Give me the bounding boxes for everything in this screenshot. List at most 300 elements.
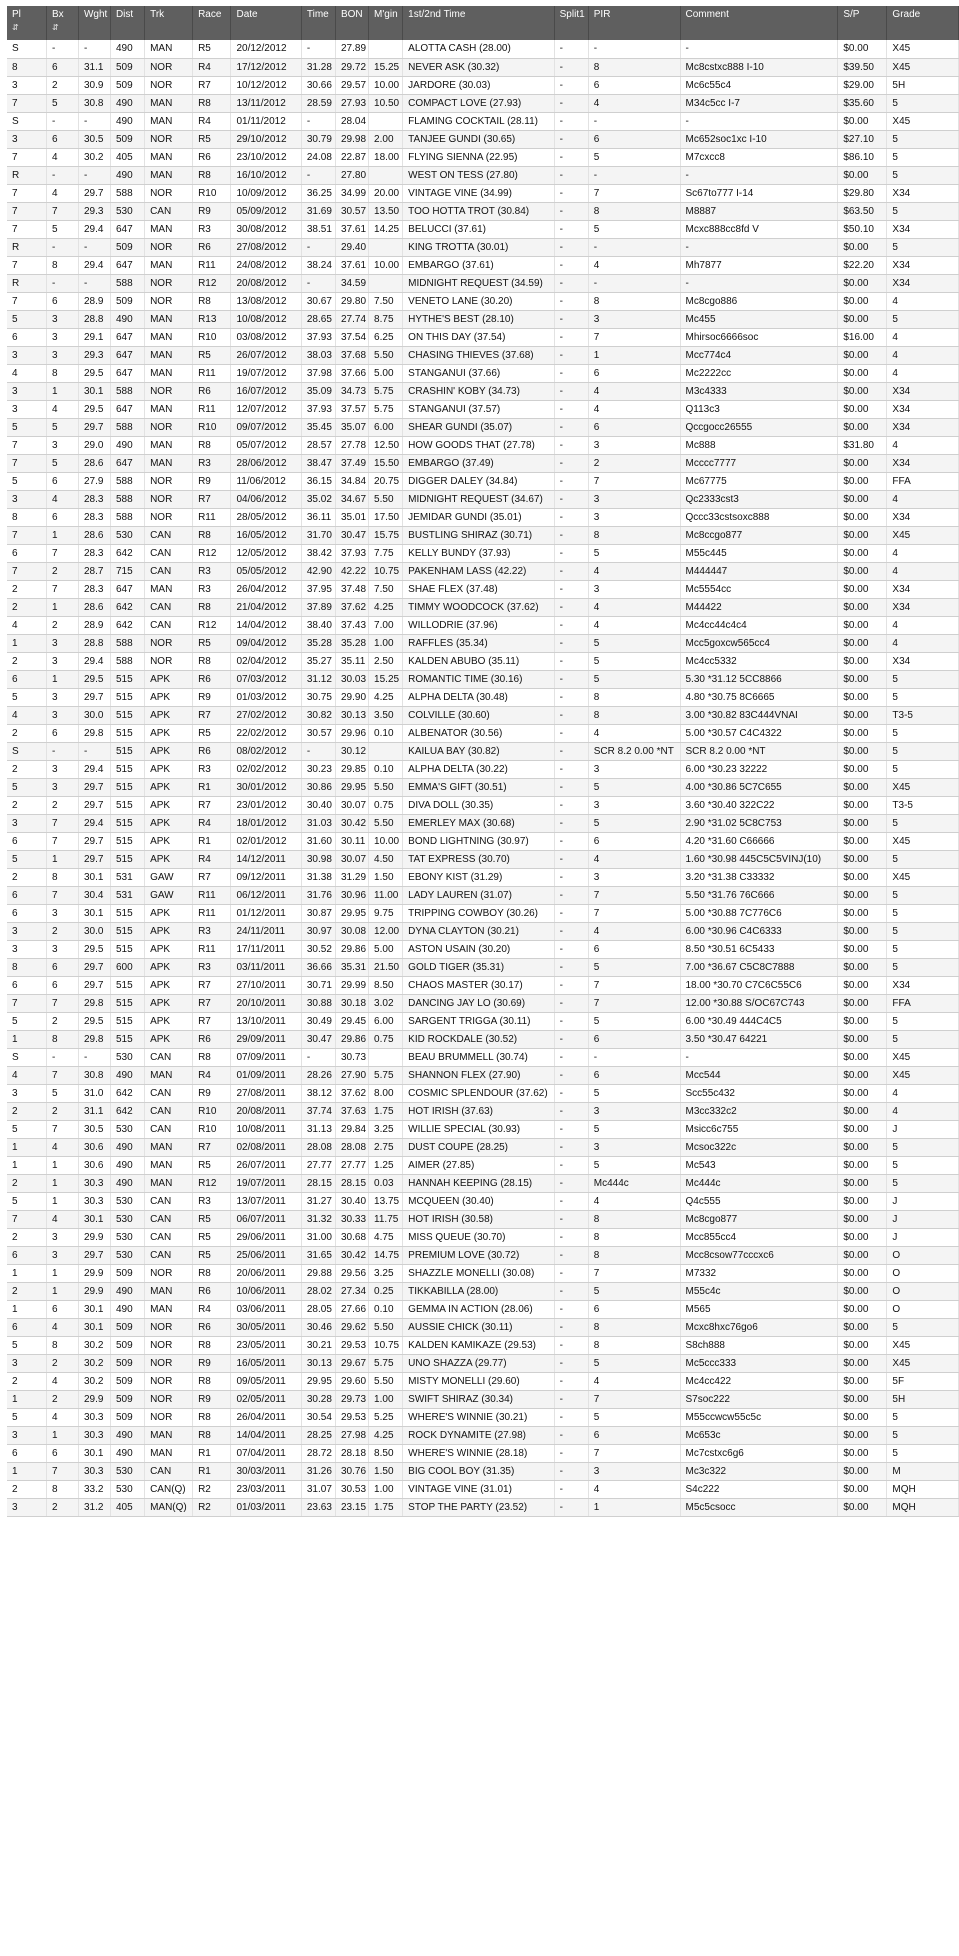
column-header-comment[interactable]	[680, 6, 838, 40]
cell-split1: -	[554, 1372, 588, 1390]
cell-mgin	[369, 40, 403, 58]
cell-dist: 647	[110, 220, 144, 238]
sort-arrows-icon[interactable]: ⇵	[12, 23, 19, 32]
cell-bx: 1	[46, 598, 78, 616]
cell-comment: Mc7cstxc6g6	[680, 1444, 838, 1462]
cell-bx: 3	[46, 688, 78, 706]
cell-date: 11/06/2012	[231, 472, 301, 490]
cell-time: 31.70	[301, 526, 335, 544]
cell-pir: 8	[588, 526, 680, 544]
cell-time: 30.57	[301, 724, 335, 742]
cell-comment: Qccc33cstsoxc888	[680, 508, 838, 526]
cell-sp: $0.00	[838, 1102, 887, 1120]
cell-split1: -	[554, 1282, 588, 1300]
cell-wght: 30.1	[78, 1210, 110, 1228]
column-header-grade[interactable]	[887, 6, 959, 40]
cell-wght: 29.4	[78, 760, 110, 778]
cell-date: 02/05/2011	[231, 1390, 301, 1408]
cell-pir: 6	[588, 1066, 680, 1084]
cell-bx: 4	[46, 184, 78, 202]
cell-comment: M8887	[680, 202, 838, 220]
cell-comment: Mcc8csow77cccxc6	[680, 1246, 838, 1264]
column-header-trk[interactable]	[145, 6, 193, 40]
cell-pir: 5	[588, 634, 680, 652]
cell-wght: 30.6	[78, 1138, 110, 1156]
cell-comment: M55c445	[680, 544, 838, 562]
cell-bon: 31.29	[335, 868, 368, 886]
cell-wght: 29.7	[78, 688, 110, 706]
column-header-race[interactable]	[193, 6, 231, 40]
cell-grade: 5	[887, 742, 959, 760]
cell-bx: 6	[46, 724, 78, 742]
cell-split1: -	[554, 850, 588, 868]
cell-mgin: 0.03	[369, 1174, 403, 1192]
table-row	[7, 310, 959, 328]
cell-split1: -	[554, 688, 588, 706]
column-header-wght[interactable]	[78, 6, 110, 40]
cell-bon: 29.80	[335, 292, 368, 310]
cell-grade: X45	[887, 40, 959, 58]
cell-bon: 29.72	[335, 58, 368, 76]
cell-first-second-time: TAT EXPRESS (30.70)	[403, 850, 554, 868]
cell-race: R6	[193, 238, 231, 256]
cell-mgin: 14.75	[369, 1246, 403, 1264]
cell-dist: 531	[110, 886, 144, 904]
cell-bx: 2	[46, 616, 78, 634]
cell-comment: Mc455	[680, 310, 838, 328]
cell-race: R3	[193, 580, 231, 598]
cell-dist: 588	[110, 472, 144, 490]
column-header-split1[interactable]	[554, 6, 588, 40]
table-row	[7, 400, 959, 418]
cell-pir: 5	[588, 670, 680, 688]
cell-time: 24.08	[301, 148, 335, 166]
cell-first-second-time: KID ROCKDALE (30.52)	[403, 1030, 554, 1048]
cell-dist: 588	[110, 418, 144, 436]
cell-dist: 642	[110, 1084, 144, 1102]
cell-mgin	[369, 166, 403, 184]
cell-first-second-time: TRIPPING COWBOY (30.26)	[403, 904, 554, 922]
cell-split1: -	[554, 940, 588, 958]
cell-bon: 30.11	[335, 832, 368, 850]
cell-time: 30.21	[301, 1336, 335, 1354]
cell-pir: 7	[588, 904, 680, 922]
cell-comment: M55c4c	[680, 1282, 838, 1300]
cell-date: 05/09/2012	[231, 202, 301, 220]
cell-trk: GAW	[145, 868, 193, 886]
cell-pl: 3	[7, 76, 46, 94]
cell-sp: $0.00	[838, 778, 887, 796]
cell-race: R5	[193, 130, 231, 148]
cell-grade: X34	[887, 256, 959, 274]
cell-date: 26/07/2012	[231, 346, 301, 364]
cell-pl: S	[7, 40, 46, 58]
cell-trk: MAN	[145, 166, 193, 184]
cell-comment: Scc55c432	[680, 1084, 838, 1102]
cell-pl: 1	[7, 1030, 46, 1048]
cell-dist: 509	[110, 1390, 144, 1408]
cell-time: 35.45	[301, 418, 335, 436]
cell-bx: 3	[46, 328, 78, 346]
cell-pir: 5	[588, 814, 680, 832]
cell-trk: MAN	[145, 1444, 193, 1462]
cell-race: R9	[193, 202, 231, 220]
cell-comment: 18.00 *30.70 C7C6C55C6	[680, 976, 838, 994]
column-header-date[interactable]	[231, 6, 301, 40]
cell-split1: -	[554, 652, 588, 670]
cell-race: R11	[193, 256, 231, 274]
cell-wght: 29.4	[78, 652, 110, 670]
cell-dist: 490	[110, 1426, 144, 1444]
cell-pir: 5	[588, 1084, 680, 1102]
cell-trk: NOR	[145, 1264, 193, 1282]
cell-date: 30/08/2012	[231, 220, 301, 238]
column-header-first-second-time[interactable]	[403, 6, 554, 40]
cell-dist: 509	[110, 130, 144, 148]
cell-first-second-time: SHAE FLEX (37.48)	[403, 580, 554, 598]
cell-dist: 515	[110, 922, 144, 940]
cell-trk: NOR	[145, 130, 193, 148]
cell-time: 37.98	[301, 364, 335, 382]
cell-trk: MAN	[145, 1138, 193, 1156]
cell-time: 30.66	[301, 76, 335, 94]
cell-sp: $0.00	[838, 580, 887, 598]
cell-race: R8	[193, 1372, 231, 1390]
cell-pl: 5	[7, 418, 46, 436]
cell-time: 30.86	[301, 778, 335, 796]
cell-time: 31.76	[301, 886, 335, 904]
cell-wght: -	[78, 1048, 110, 1066]
cell-dist: 405	[110, 148, 144, 166]
sort-arrows-icon[interactable]: ⇵	[51, 23, 59, 32]
table-row	[7, 472, 959, 490]
cell-wght: 31.1	[78, 58, 110, 76]
cell-mgin: 1.75	[369, 1498, 403, 1516]
cell-date: 04/06/2012	[231, 490, 301, 508]
cell-mgin: 1.50	[369, 868, 403, 886]
table-row	[7, 1246, 959, 1264]
cell-time: 31.69	[301, 202, 335, 220]
cell-bon: 27.66	[335, 1300, 368, 1318]
cell-split1: -	[554, 1210, 588, 1228]
cell-race: R6	[193, 1030, 231, 1048]
cell-pl: 6	[7, 328, 46, 346]
column-header-pl[interactable]	[7, 6, 46, 40]
cell-race: R10	[193, 1120, 231, 1138]
cell-race: R8	[193, 1426, 231, 1444]
cell-bx: 2	[46, 1354, 78, 1372]
cell-sp: $0.00	[838, 1498, 887, 1516]
cell-wght: 30.2	[78, 1354, 110, 1372]
cell-comment: 4.20 *31.60 C66666	[680, 832, 838, 850]
cell-grade: 4	[887, 346, 959, 364]
cell-comment: -	[680, 40, 838, 58]
cell-dist: 490	[110, 94, 144, 112]
cell-race: R9	[193, 688, 231, 706]
cell-bx: 4	[46, 1318, 78, 1336]
cell-race: R5	[193, 634, 231, 652]
cell-bx: 6	[46, 976, 78, 994]
cell-sp: $0.00	[838, 238, 887, 256]
cell-race: R3	[193, 1192, 231, 1210]
cell-dist: 509	[110, 1336, 144, 1354]
cell-time: 30.71	[301, 976, 335, 994]
cell-dist: 588	[110, 652, 144, 670]
cell-time: 36.11	[301, 508, 335, 526]
cell-bx: 4	[46, 1408, 78, 1426]
cell-pl: 2	[7, 1102, 46, 1120]
cell-pir: -	[588, 166, 680, 184]
cell-date: 29/10/2012	[231, 130, 301, 148]
cell-race: R5	[193, 1246, 231, 1264]
column-header-label: Date	[236, 9, 258, 20]
cell-dist: 530	[110, 1480, 144, 1498]
cell-race: R1	[193, 778, 231, 796]
cell-pl: R	[7, 274, 46, 292]
cell-trk: APK	[145, 904, 193, 922]
cell-wght: 27.9	[78, 472, 110, 490]
cell-trk: CAN	[145, 562, 193, 580]
table-row	[7, 850, 959, 868]
cell-wght: 30.0	[78, 922, 110, 940]
cell-bx: 7	[46, 544, 78, 562]
cell-date: 23/03/2011	[231, 1480, 301, 1498]
cell-comment: Mc543	[680, 1156, 838, 1174]
cell-sp: $29.80	[838, 184, 887, 202]
cell-wght: -	[78, 40, 110, 58]
cell-pir: 6	[588, 832, 680, 850]
table-row	[7, 1282, 959, 1300]
cell-wght: 29.9	[78, 1228, 110, 1246]
cell-first-second-time: EBONY KIST (31.29)	[403, 868, 554, 886]
cell-wght: 30.3	[78, 1174, 110, 1192]
cell-mgin: 6.00	[369, 1012, 403, 1030]
cell-trk: NOR	[145, 184, 193, 202]
cell-comment: Mcccc7777	[680, 454, 838, 472]
cell-mgin: 13.75	[369, 1192, 403, 1210]
cell-first-second-time: WHERE'S WINNIE (30.21)	[403, 1408, 554, 1426]
cell-trk: MAN	[145, 454, 193, 472]
cell-grade: 4	[887, 562, 959, 580]
cell-comment: M44422	[680, 598, 838, 616]
cell-date: 26/04/2012	[231, 580, 301, 598]
cell-wght: 28.7	[78, 562, 110, 580]
cell-split1: -	[554, 778, 588, 796]
cell-grade: 5	[887, 724, 959, 742]
cell-dist: 600	[110, 958, 144, 976]
cell-race: R6	[193, 1318, 231, 1336]
cell-bx: -	[46, 40, 78, 58]
column-header-bx[interactable]	[46, 6, 78, 40]
cell-sp: $0.00	[838, 1462, 887, 1480]
cell-time: 35.27	[301, 652, 335, 670]
cell-pl: 1	[7, 1462, 46, 1480]
table-row	[7, 220, 959, 238]
cell-sp: $0.00	[838, 1156, 887, 1174]
cell-race: R5	[193, 40, 231, 58]
cell-date: 10/08/2012	[231, 310, 301, 328]
cell-time: 31.03	[301, 814, 335, 832]
table-row	[7, 742, 959, 760]
cell-bon: 37.54	[335, 328, 368, 346]
cell-first-second-time: ALPHA DELTA (30.22)	[403, 760, 554, 778]
cell-comment: Mc8cgo886	[680, 292, 838, 310]
cell-race: R4	[193, 850, 231, 868]
cell-trk: APK	[145, 994, 193, 1012]
cell-dist: 588	[110, 634, 144, 652]
cell-race: R10	[193, 328, 231, 346]
table-row	[7, 1066, 959, 1084]
cell-first-second-time: TANJEE GUNDI (30.65)	[403, 130, 554, 148]
cell-sp: $0.00	[838, 1174, 887, 1192]
cell-bon: 27.89	[335, 40, 368, 58]
cell-pl: 2	[7, 760, 46, 778]
cell-wght: 30.1	[78, 382, 110, 400]
cell-bon: 30.40	[335, 1192, 368, 1210]
cell-split1: -	[554, 994, 588, 1012]
cell-race: R8	[193, 292, 231, 310]
cell-first-second-time: DYNA CLAYTON (30.21)	[403, 922, 554, 940]
cell-pl: 6	[7, 904, 46, 922]
cell-time: 30.52	[301, 940, 335, 958]
cell-grade: J	[887, 1228, 959, 1246]
cell-date: 25/06/2011	[231, 1246, 301, 1264]
cell-pir: 3	[588, 1102, 680, 1120]
cell-trk: MAN	[145, 1282, 193, 1300]
cell-comment: 8.50 *30.51 6C5433	[680, 940, 838, 958]
cell-pl: 2	[7, 868, 46, 886]
cell-comment: 5.50 *31.76 76C666	[680, 886, 838, 904]
cell-grade: 5	[887, 850, 959, 868]
cell-sp: $29.00	[838, 76, 887, 94]
cell-first-second-time: COSMIC SPLENDOUR (37.62)	[403, 1084, 554, 1102]
cell-grade: 4	[887, 328, 959, 346]
cell-grade: X34	[887, 508, 959, 526]
cell-mgin: 11.75	[369, 1210, 403, 1228]
cell-dist: 647	[110, 328, 144, 346]
cell-first-second-time: COLVILLE (30.60)	[403, 706, 554, 724]
column-header-dist[interactable]	[110, 6, 144, 40]
cell-pir: 1	[588, 346, 680, 364]
cell-race: R11	[193, 904, 231, 922]
cell-wght: 29.7	[78, 796, 110, 814]
cell-date: 22/02/2012	[231, 724, 301, 742]
cell-trk: MAN	[145, 148, 193, 166]
cell-wght: 30.3	[78, 1408, 110, 1426]
column-header-mgin[interactable]	[369, 6, 403, 40]
cell-date: 06/12/2011	[231, 886, 301, 904]
cell-first-second-time: CHASING THIEVES (37.68)	[403, 346, 554, 364]
cell-first-second-time: RAFFLES (35.34)	[403, 634, 554, 652]
cell-mgin: 6.00	[369, 418, 403, 436]
cell-first-second-time: TIMMY WOODCOCK (37.62)	[403, 598, 554, 616]
cell-grade: 4	[887, 1102, 959, 1120]
cell-bon: 29.96	[335, 724, 368, 742]
cell-first-second-time: EMBARGO (37.49)	[403, 454, 554, 472]
cell-comment: M565	[680, 1300, 838, 1318]
cell-wght: 28.3	[78, 580, 110, 598]
cell-trk: CAN	[145, 1192, 193, 1210]
cell-date: 12/05/2012	[231, 544, 301, 562]
cell-pir: -	[588, 1048, 680, 1066]
cell-comment: Mc67775	[680, 472, 838, 490]
cell-race: R4	[193, 814, 231, 832]
cell-grade: 5	[887, 940, 959, 958]
cell-time: 35.09	[301, 382, 335, 400]
cell-sp: $0.00	[838, 292, 887, 310]
cell-bx: 2	[46, 796, 78, 814]
cell-comment: Mcxc8hxc76go6	[680, 1318, 838, 1336]
cell-split1: -	[554, 220, 588, 238]
cell-time: 31.65	[301, 1246, 335, 1264]
cell-bon: 27.34	[335, 1282, 368, 1300]
cell-comment: Mc5554cc	[680, 580, 838, 598]
cell-pl: 3	[7, 1426, 46, 1444]
cell-grade: O	[887, 1282, 959, 1300]
cell-grade: 5H	[887, 1390, 959, 1408]
cell-first-second-time: LADY LAUREN (31.07)	[403, 886, 554, 904]
column-header-bon[interactable]	[335, 6, 368, 40]
cell-pir: 5	[588, 778, 680, 796]
cell-mgin: 9.75	[369, 904, 403, 922]
cell-bx: 1	[46, 1156, 78, 1174]
cell-bon: 37.49	[335, 454, 368, 472]
table-row	[7, 1480, 959, 1498]
cell-wght: 28.3	[78, 544, 110, 562]
cell-mgin: 7.50	[369, 580, 403, 598]
cell-first-second-time: BIG COOL BOY (31.35)	[403, 1462, 554, 1480]
cell-pl: 3	[7, 1084, 46, 1102]
cell-race: R2	[193, 1480, 231, 1498]
cell-split1: -	[554, 1408, 588, 1426]
cell-pl: 5	[7, 1408, 46, 1426]
cell-pl: 4	[7, 706, 46, 724]
cell-grade: X45	[887, 1336, 959, 1354]
cell-dist: 515	[110, 670, 144, 688]
cell-time: 28.65	[301, 310, 335, 328]
cell-pl: 2	[7, 1372, 46, 1390]
cell-bx: 5	[46, 454, 78, 472]
cell-bx: 3	[46, 760, 78, 778]
column-header-label: S/P	[843, 9, 860, 20]
column-header-time[interactable]	[301, 6, 335, 40]
cell-dist: 530	[110, 1048, 144, 1066]
table-row	[7, 238, 959, 256]
column-header-pir[interactable]	[588, 6, 680, 40]
cell-bx: 3	[46, 778, 78, 796]
cell-dist: 647	[110, 454, 144, 472]
cell-time: 30.79	[301, 130, 335, 148]
cell-split1: -	[554, 40, 588, 58]
cell-mgin: 7.50	[369, 292, 403, 310]
cell-dist: 509	[110, 1318, 144, 1336]
cell-race: R6	[193, 742, 231, 760]
cell-wght: 29.7	[78, 850, 110, 868]
cell-sp: $39.50	[838, 58, 887, 76]
column-header-sp[interactable]	[838, 6, 887, 40]
cell-date: 02/01/2012	[231, 832, 301, 850]
cell-split1: -	[554, 400, 588, 418]
cell-date: 18/01/2012	[231, 814, 301, 832]
cell-comment: Mc8ccgo877	[680, 526, 838, 544]
cell-split1: -	[554, 76, 588, 94]
cell-mgin: 0.75	[369, 1030, 403, 1048]
cell-mgin: 10.75	[369, 562, 403, 580]
cell-time: 30.67	[301, 292, 335, 310]
cell-wght: 29.7	[78, 976, 110, 994]
cell-comment: S8ch888	[680, 1336, 838, 1354]
cell-bx: 5	[46, 220, 78, 238]
